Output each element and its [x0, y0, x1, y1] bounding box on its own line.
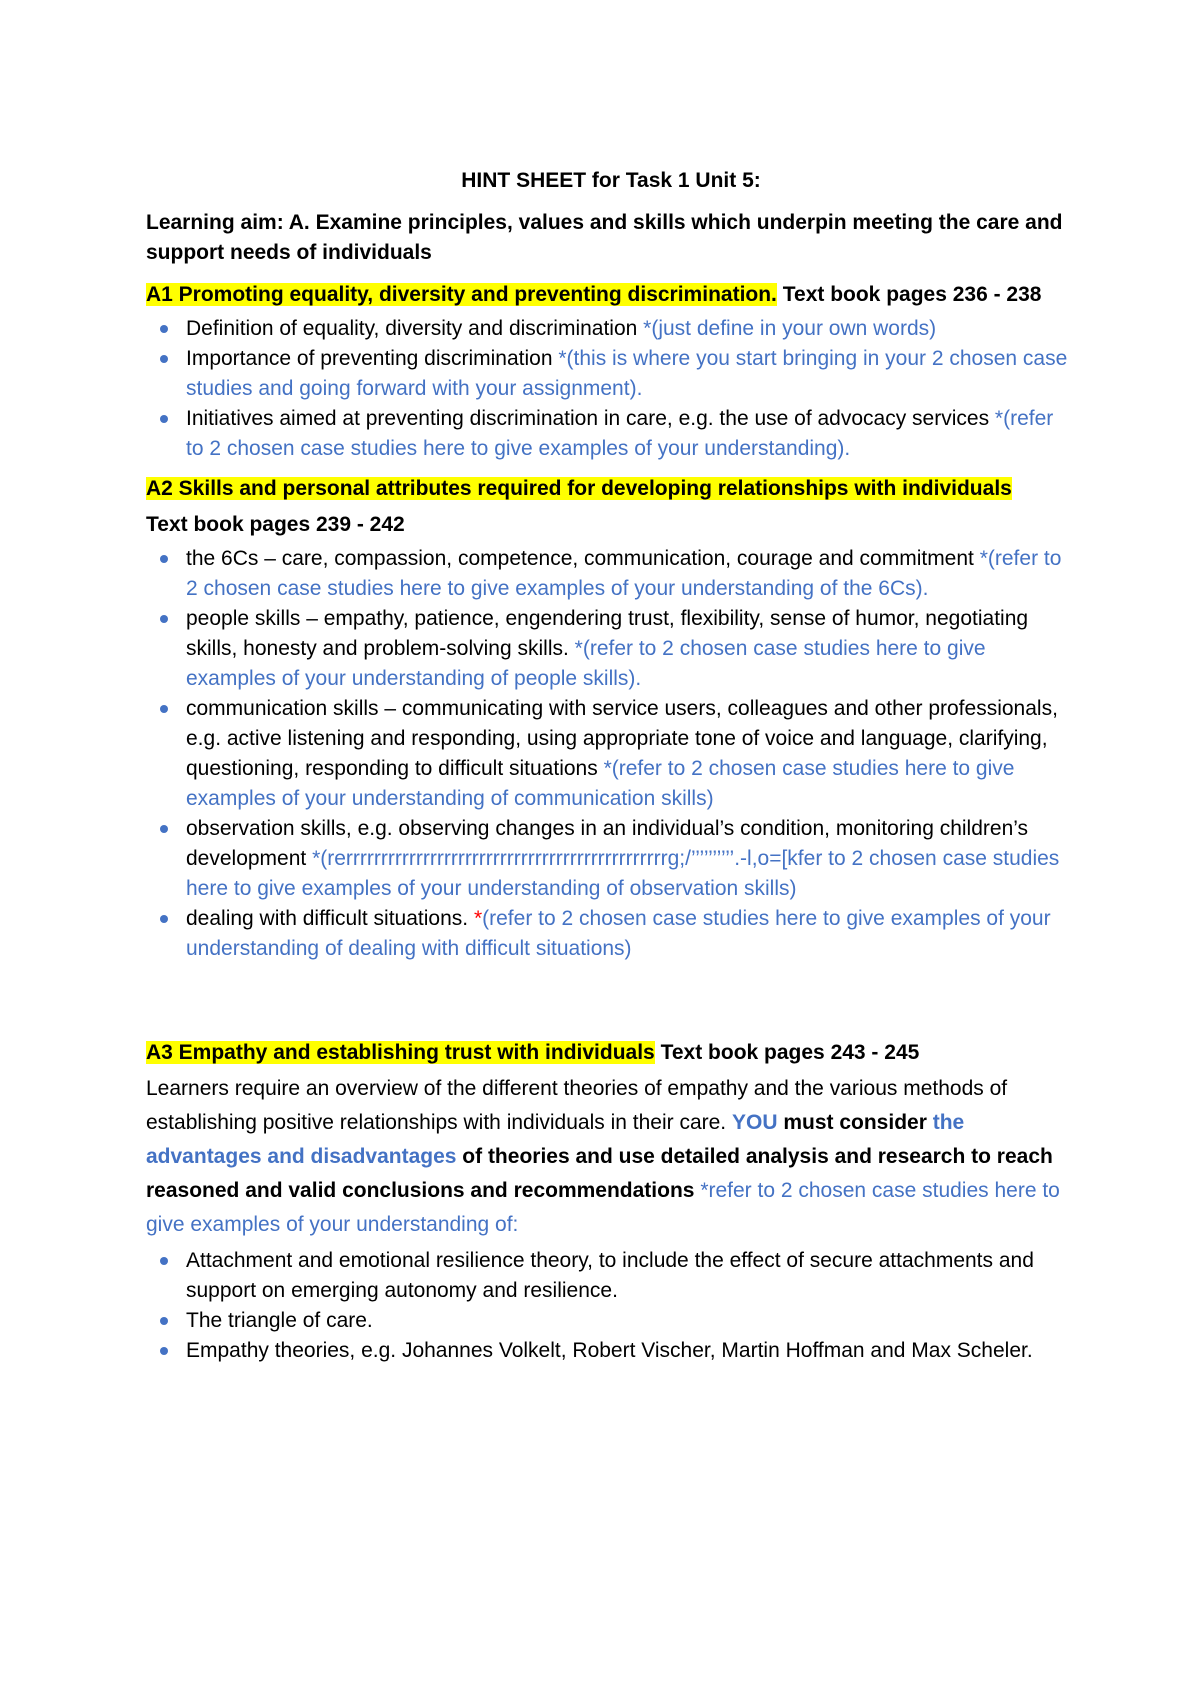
list-item: [146, 1306, 1076, 1336]
page-title: HINT SHEET for Task 1 Unit 5:: [461, 169, 761, 192]
section-a3-text: Learners require an overview of the different theories of empathy and the various methods of establishing positive relationships with individuals in their care.: [146, 1077, 1008, 1134]
section-a3-heading-line: [146, 1038, 1076, 1068]
list-item: [146, 814, 1076, 904]
section-a2-pages: Text book pages 239 - 242: [146, 513, 405, 536]
section-a1-heading: A1 Promoting equality, diversity and preventing discrimination.: [146, 283, 777, 306]
list-item-text: Empathy theories, e.g. Johannes Volkelt, Robert Vischer, Martin Hoffman and Max Scheler.: [186, 1339, 1033, 1362]
list-item-asterisk: *: [473, 907, 483, 930]
section-a3-text-bold: must consider: [777, 1111, 933, 1134]
list-item-text: Initiatives aimed at preventing discrimination in care, e.g. the use of advocacy services: [186, 407, 995, 430]
section-a1-heading-line: [146, 280, 1076, 310]
section-a2-heading-line: [146, 474, 1076, 504]
bullet-dot-icon: [160, 1317, 168, 1325]
section-a2-list: [146, 544, 1076, 964]
list-item-text: observation skills, e.g. observing changes in an individual’s condition, monitoring children’s development: [186, 817, 1029, 870]
section-a1-list: [146, 314, 1076, 464]
list-item-note: (refer to 2 chosen case studies here to give examples of your understanding of dealing with difficult situations): [186, 907, 1051, 960]
list-item-text: people skills – empathy, patience, engendering trust, flexibility, sense of humor, negotiating skills, honesty and problem-solving skills.: [186, 607, 1029, 660]
section-a3-pages: Text book pages 243 - 245: [654, 1041, 920, 1064]
bullet-dot-icon: [160, 1257, 168, 1265]
list-item-text: dealing with difficult situations.: [186, 907, 474, 930]
bullet-dot-icon: [160, 615, 168, 623]
bullet-dot-icon: [160, 915, 168, 923]
list-item-note: *(just define in your own words): [643, 317, 937, 340]
list-item: [146, 404, 1076, 464]
list-item-note: *(refer to 2 chosen case studies here to give examples of your understanding of communication skills): [186, 757, 1015, 810]
list-item-note: *(refer to 2 chosen case studies here to give examples of your understanding of people skills).: [186, 637, 986, 690]
section-a3-adv: the advantages and disadvantages: [146, 1111, 965, 1168]
list-item-text: the 6Cs – care, compassion, competence, communication, courage and commitment: [186, 547, 980, 570]
list-item: [146, 314, 1076, 344]
list-item: [146, 544, 1076, 604]
list-item-note: *(refer to 2 chosen case studies here to give examples of your understanding of the 6Cs).: [186, 547, 1062, 600]
section-a3-text-bold-2: of theories and use detailed analysis and research to reach reasoned and valid conclusions and recommendations: [146, 1145, 1053, 1202]
bullet-dot-icon: [160, 825, 168, 833]
section-a3-list: [146, 1246, 1076, 1366]
section-a2-heading: A2 Skills and personal attributes required for developing relationships with individuals: [146, 477, 1012, 500]
section-a3-heading: A3 Empathy and establishing trust with individuals: [146, 1041, 655, 1064]
bullet-dot-icon: [160, 1347, 168, 1355]
list-item-note: *(rerrrrrrrrrrrrrrrrrrrrrrrrrrrrrrrrrrrrrrrrrrrrrrg;/’’’’’’’’’’.-l,o=[kfer to 2 chosen case studies here to give examples of your understanding of observation skills): [186, 847, 1060, 900]
list-item-text: Definition of equality, diversity and discrimination: [186, 317, 644, 340]
list-item: [146, 604, 1076, 694]
list-item: [146, 344, 1076, 404]
list-item: [146, 1336, 1076, 1366]
list-item-text: communication skills – communicating with service users, colleagues and other professionals, e.g. active listening and responding, using appropriate tone of voice and language, clarifying, questioning, responding to difficult situations: [186, 697, 1058, 780]
list-item: [146, 1246, 1076, 1306]
list-item-note: *(refer to 2 chosen case studies here to give examples of your understanding).: [186, 407, 1054, 460]
bullet-dot-icon: [160, 355, 168, 363]
bullet-dot-icon: [160, 555, 168, 563]
section-a3-you: YOU: [731, 1111, 778, 1134]
list-item: [146, 904, 1076, 964]
list-item-note: *(this is where you start bringing in your 2 chosen case studies and going forward with your assignment).: [186, 347, 1068, 400]
document-content: [146, 166, 1076, 1376]
learning-aim: Learning aim: A. Examine principles, values and skills which underpin meeting the care and support needs of individuals: [146, 211, 1063, 264]
bullet-dot-icon: [160, 705, 168, 713]
spacer: [146, 974, 1076, 1034]
list-item-text: Importance of preventing discrimination: [186, 347, 559, 370]
bullet-dot-icon: [160, 415, 168, 423]
section-a1-pages: Text book pages 236 - 238: [776, 283, 1042, 306]
list-item-text: The triangle of care.: [186, 1309, 373, 1332]
list-item: [146, 694, 1076, 814]
section-a3-note: *refer to 2 chosen case studies here to give examples of your understanding of:: [146, 1179, 1060, 1236]
list-item-text: Attachment and emotional resilience theory, to include the effect of secure attachments and support on emerging autonomy and resilience.: [186, 1249, 1034, 1302]
section-a3-paragraph: [146, 1072, 1076, 1242]
bullet-dot-icon: [160, 325, 168, 333]
